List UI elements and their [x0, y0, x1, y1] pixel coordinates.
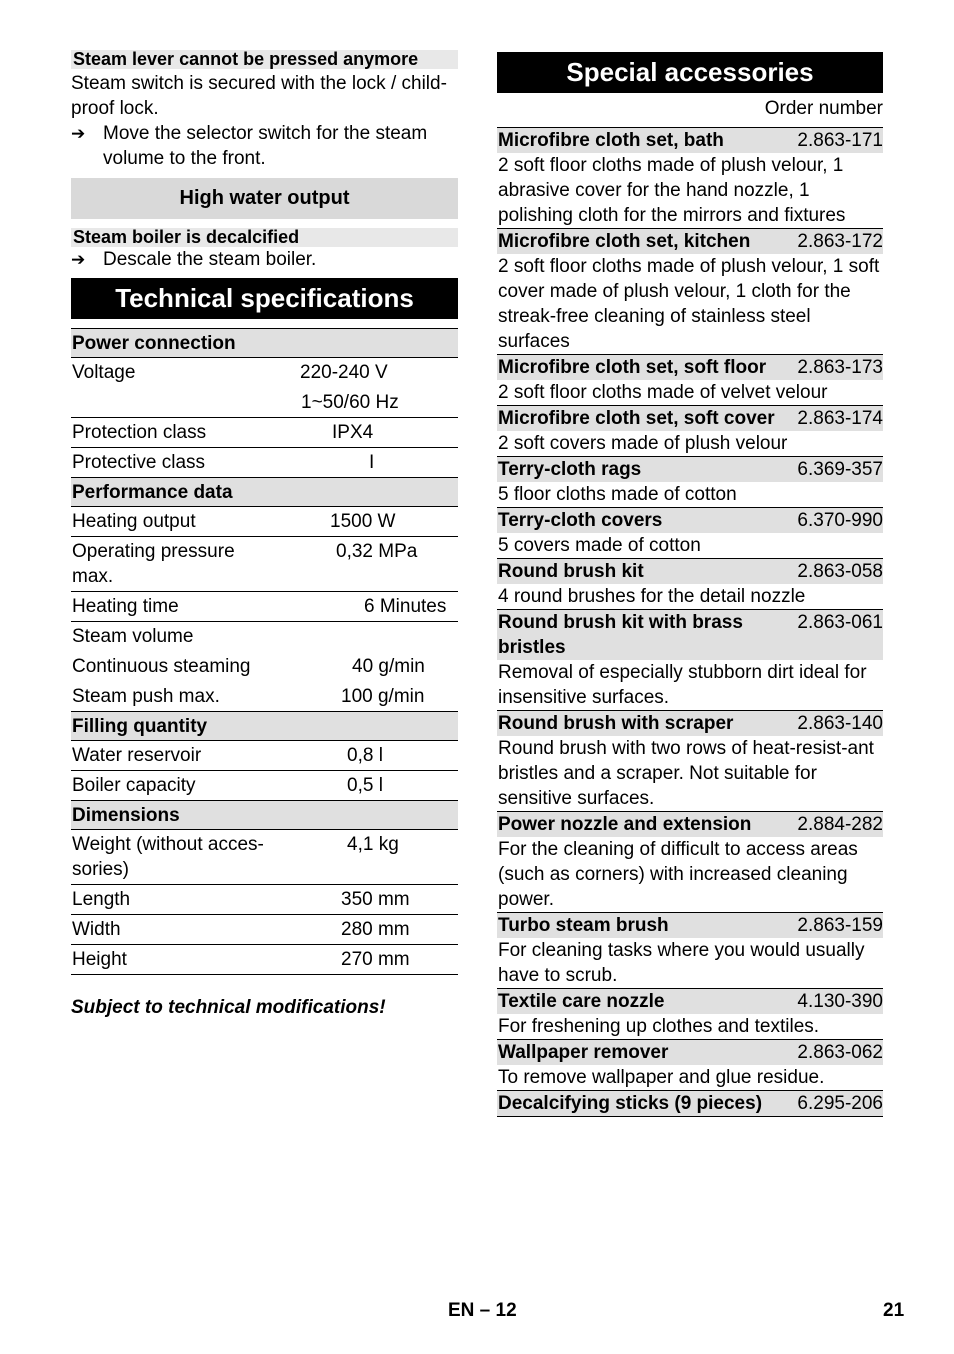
spec-label: Length	[72, 889, 131, 910]
accessory-header	[497, 913, 883, 938]
accessory-order-number: 2.863-159	[797, 915, 883, 936]
accessory-item	[497, 228, 883, 354]
accessories-title: Special accessories	[497, 52, 883, 93]
spec-row-protection-class	[71, 418, 458, 448]
spec-group-dimensions: Dimensions	[71, 801, 458, 830]
spec-label: Steam volume	[72, 626, 194, 647]
spec-label: Operating pressure max.	[72, 541, 235, 587]
spec-value: 4,1 kg	[347, 834, 399, 855]
accessory-name: Microfibre cloth set, soft floor	[498, 357, 767, 378]
accessory-order-number: 2.863-140	[797, 713, 883, 734]
accessory-order-number: 2.863-171	[797, 130, 883, 151]
spec-row-heating-output	[71, 507, 458, 537]
accessory-item	[497, 354, 883, 405]
accessory-header	[497, 355, 883, 380]
footnote: Subject to technical modifications!	[71, 997, 386, 1018]
accessory-order-number: 6.370-990	[797, 510, 883, 531]
accessory-description: 2 soft floor cloths made of plush velour, 1 abrasive cover for the hand nozzle, 1 polishing cloth for the mirrors and fixtures	[498, 155, 846, 226]
accessory-header	[497, 812, 883, 837]
spec-value: 40 g/min	[352, 656, 425, 677]
accessory-description: 5 floor cloths made of cotton	[498, 484, 737, 505]
accessory-header	[497, 128, 883, 153]
accessory-name: Turbo steam brush	[498, 915, 669, 936]
accessory-header	[497, 559, 883, 584]
accessory-name: Microfibre cloth set, bath	[498, 130, 724, 151]
accessory-header	[497, 989, 883, 1014]
spec-value: 0,32 MPa	[336, 541, 418, 562]
accessory-name: Round brush kit with brass bristles	[498, 612, 743, 658]
accessory-order-number: 6.295-206	[797, 1093, 883, 1114]
spec-row-weight	[71, 830, 458, 885]
spec-row-steam-volume	[71, 622, 458, 652]
troubleshooting-steam-lever	[71, 50, 458, 171]
spec-label: Voltage	[72, 362, 136, 383]
spec-value: 350 mm	[341, 889, 410, 910]
left-column	[71, 50, 458, 1020]
spec-label: Heating time	[72, 596, 179, 617]
spec-value: 1500 W	[330, 511, 396, 532]
accessory-order-number: 2.863-173	[797, 357, 883, 378]
accessory-header	[497, 406, 883, 431]
accessory-description: Removal of especially stubborn dirt ideal for insensitive surfaces.	[498, 662, 867, 708]
page-label: EN – 12	[448, 1300, 517, 1321]
spec-value: 6 Minutes	[364, 596, 447, 617]
accessory-description: To remove wallpaper and glue residue.	[498, 1067, 825, 1088]
accessory-name: Round brush kit	[498, 561, 644, 582]
accessory-header	[497, 229, 883, 254]
spec-label: Heating output	[72, 511, 196, 532]
spec-value: 0,8 l	[347, 745, 383, 766]
accessory-header	[497, 508, 883, 533]
accessory-name: Terry-cloth rags	[498, 459, 642, 480]
spec-row-steam-push	[71, 682, 458, 712]
accessory-header	[497, 1091, 883, 1116]
spec-value: I	[369, 452, 375, 473]
spec-label: Protective class	[72, 452, 206, 473]
accessory-description: 2 soft covers made of plush velour	[498, 433, 788, 454]
trouble-remedy: Move the selector switch for the steam volume to the front.	[103, 123, 428, 169]
accessory-order-number: 2.863-172	[797, 231, 883, 252]
accessory-order-number: 2.863-174	[797, 408, 883, 429]
accessory-item	[497, 1039, 883, 1090]
spec-value: 280 mm	[341, 919, 410, 940]
accessory-description: 2 soft floor cloths made of plush velour, 1 soft cover made of plush velour, 1 cloth for the streak-free cleaning of stainless steel surfaces	[498, 256, 880, 352]
accessory-item	[497, 405, 883, 456]
arrow-right-icon: ➔	[71, 250, 86, 269]
spec-row-height	[71, 945, 458, 975]
trouble-cause: Steam switch is secured with the lock / child-proof lock.	[71, 73, 447, 119]
spec-value: 0,5 l	[347, 775, 383, 796]
accessory-description: 4 round brushes for the detail nozzle	[498, 586, 806, 607]
accessory-name: Textile care nozzle	[498, 991, 665, 1012]
accessory-order-number: 2.863-058	[797, 561, 883, 582]
spec-label: Height	[72, 949, 127, 970]
accessory-name: Microfibre cloth set, kitchen	[498, 231, 751, 252]
high-water-subheading: High water output	[71, 178, 458, 219]
high-water-remedy: Descale the steam boiler.	[103, 249, 317, 270]
spec-value: IPX4	[332, 422, 374, 443]
accessory-order-number: 2.884-282	[797, 814, 883, 835]
accessory-item	[497, 558, 883, 609]
spec-row-continuous-steaming	[71, 652, 458, 682]
accessory-order-number: 2.863-062	[797, 1042, 883, 1063]
high-water-remedy-step	[71, 247, 458, 272]
accessory-header	[497, 1040, 883, 1065]
accessory-name: Power nozzle and extension	[498, 814, 752, 835]
accessory-name: Wallpaper remover	[498, 1042, 669, 1063]
accessory-item	[497, 811, 883, 912]
arrow-right-icon: ➔	[71, 124, 86, 143]
spec-value: 100 g/min	[341, 686, 425, 707]
spec-group-power: Power connection	[71, 329, 458, 358]
spec-row-boiler-capacity	[71, 771, 458, 801]
accessory-item	[497, 1090, 883, 1117]
spec-row-operating-pressure	[71, 537, 458, 592]
accessory-header	[497, 457, 883, 482]
accessories-list	[497, 127, 883, 1117]
tech-spec-table	[71, 328, 458, 975]
accessory-item	[497, 456, 883, 507]
right-column	[497, 52, 883, 1117]
accessory-description: For cleaning tasks where you would usually have to scrub.	[498, 940, 865, 986]
accessory-description: For freshening up clothes and textiles.	[498, 1016, 820, 1037]
accessory-item	[497, 988, 883, 1039]
spec-label: Protection class	[72, 422, 207, 443]
accessory-name: Terry-cloth covers	[498, 510, 663, 531]
spec-value: 270 mm	[341, 949, 410, 970]
spec-label: Width	[72, 919, 121, 940]
spec-label: Steam push max.	[72, 686, 220, 707]
spec-label: Water reservoir	[72, 745, 202, 766]
accessory-item	[497, 609, 883, 710]
accessory-header	[497, 711, 883, 736]
trouble-remedy-step	[71, 121, 458, 171]
trouble-heading: Steam lever cannot be pressed anymore	[71, 50, 458, 69]
accessory-header	[497, 610, 883, 660]
spec-label: Boiler capacity	[72, 775, 196, 796]
accessory-order-number: 6.369-357	[797, 459, 883, 480]
spec-row-width	[71, 915, 458, 945]
accessory-description: Round brush with two rows of heat-resist-ant bristles and a scraper. Not suitable for sensitive surfaces.	[498, 738, 874, 809]
spec-row-heating-time	[71, 592, 458, 622]
accessory-item	[497, 127, 883, 228]
accessory-description: 5 covers made of cotton	[498, 535, 701, 556]
page-number: 21	[883, 1300, 905, 1321]
spec-group-filling: Filling quantity	[71, 712, 458, 741]
accessory-order-number: 4.130-390	[797, 991, 883, 1012]
spec-label: Weight (without acces-sories)	[72, 834, 264, 880]
spec-label: Continuous steaming	[72, 656, 251, 677]
spec-row-protective-class	[71, 448, 458, 478]
accessory-item	[497, 507, 883, 558]
high-water-heading: Steam boiler is decalcified	[71, 228, 458, 247]
accessory-name: Decalcifying sticks (9 pieces)	[498, 1093, 763, 1114]
spec-row-water-reservoir	[71, 741, 458, 771]
tech-spec-title: Technical specifications	[71, 278, 458, 319]
spec-row-length	[71, 885, 458, 915]
accessory-name: Round brush with scraper	[498, 713, 734, 734]
spec-row-voltage	[71, 358, 458, 418]
accessory-description: For the cleaning of difficult to access areas (such as corners) with increased cleaning power.	[498, 839, 858, 910]
accessory-order-number: 2.863-061	[797, 612, 883, 633]
accessory-item	[497, 912, 883, 988]
accessory-name: Microfibre cloth set, soft cover	[498, 408, 775, 429]
accessory-description: 2 soft floor cloths made of velvet velour	[498, 382, 828, 403]
order-number-header: Order number	[764, 98, 883, 119]
accessory-item	[497, 710, 883, 811]
spec-value-secondary: 1~50/60 Hz	[301, 392, 399, 413]
spec-value: 220-240 V	[300, 362, 388, 383]
spec-group-performance: Performance data	[71, 478, 458, 507]
